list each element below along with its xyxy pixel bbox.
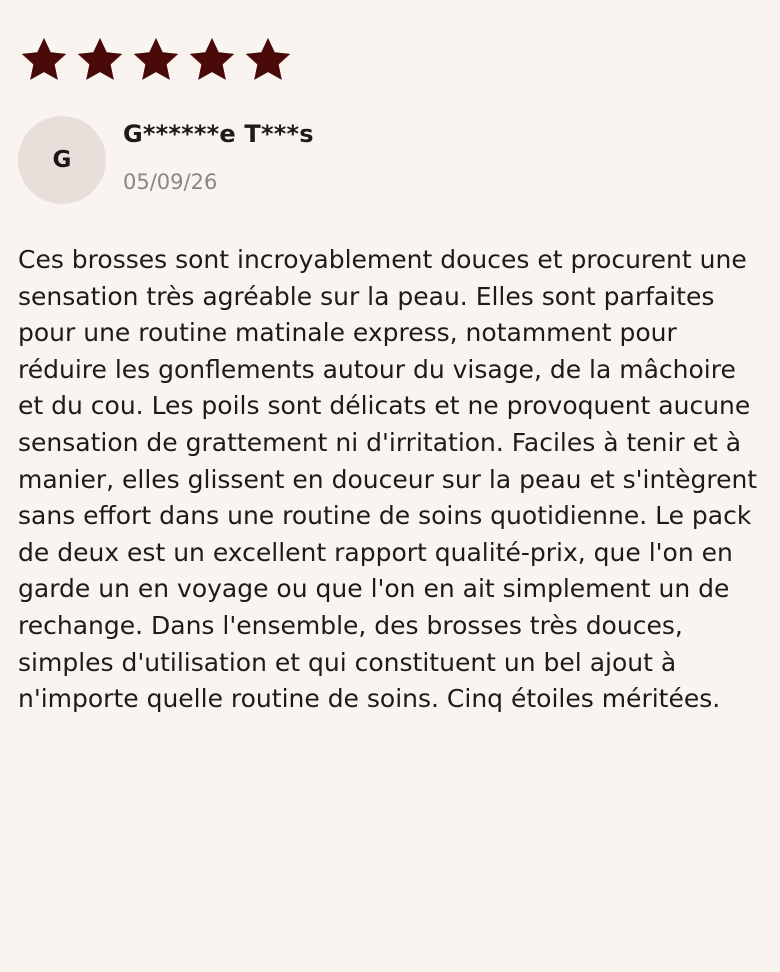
star-icon [74,34,126,86]
review-date: 05/09/26 [123,170,218,194]
star-icon [130,34,182,86]
star-icon [18,34,70,86]
author-meta [123,116,314,196]
star-icon [186,34,238,86]
avatar [18,116,106,204]
review-text: Ces brosses sont incroyablement douces et procurent une sensation très agréable sur la peau. Elles sont parfaites pour une routine matinale express, notamment pour réduire les gonflements autour du visage, de la mâchoire et du cou. Les poils sont délicats et ne provoquent aucune sensation de grattement ni d'irritation. Faciles à tenir et à manier, elles glissent en douceur sur la peau et s'intègrent sans effort dans une routine de soins quotidienne. Le pack de deux est un excellent rapport qualité-prix, que l'on en garde un en voyage ou que l'on en ait simplement un de rechange. Dans l'ensemble, des brosses très douces, simples d'utilisation et qui constituent un bel ajout à n'importe quelle routine de soins. Cinq étoiles méritées. [18,245,758,714]
review-author [18,116,762,204]
author-name: G******e T***s [123,120,314,148]
star-icon [242,34,294,86]
avatar-initial: G [52,147,72,173]
star-rating [18,32,762,88]
